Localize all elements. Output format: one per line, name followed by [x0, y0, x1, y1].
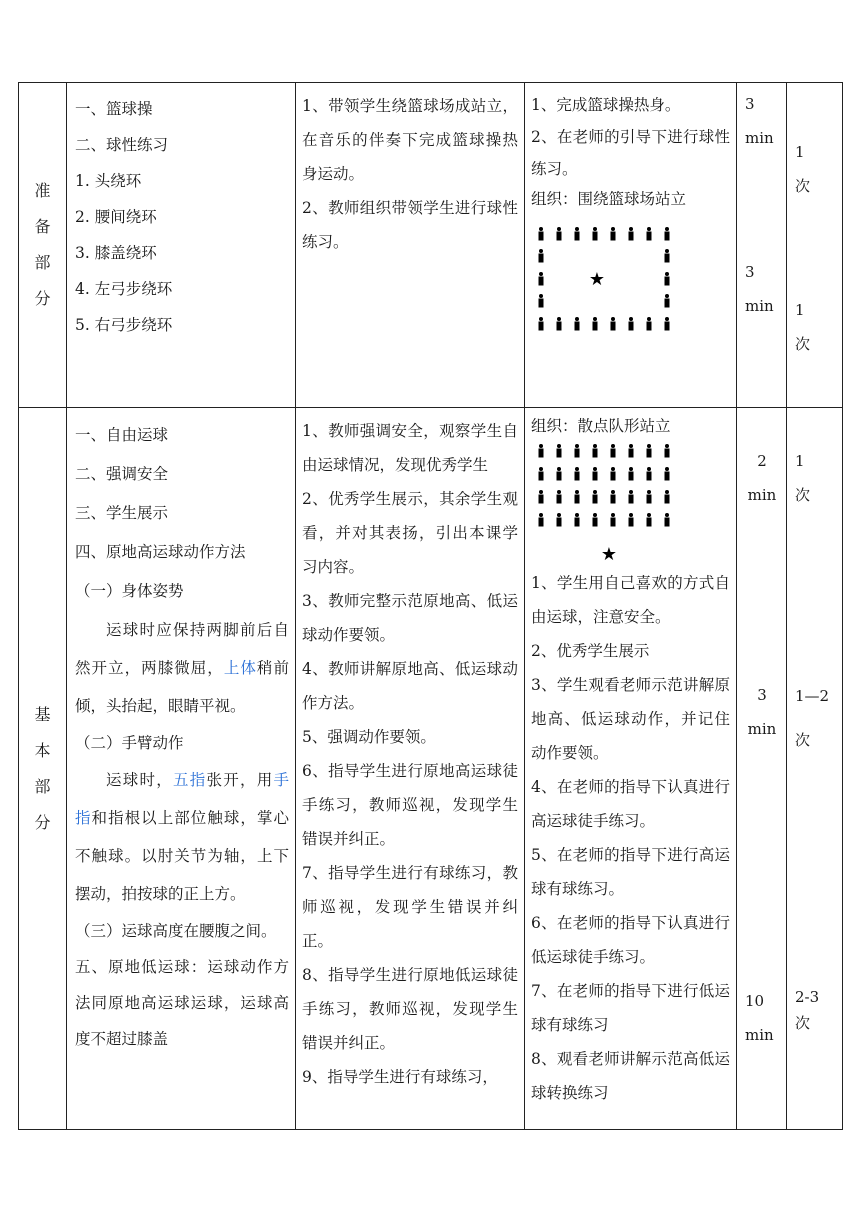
person-icon [611, 467, 616, 481]
person-icon [575, 444, 580, 458]
person-icon [665, 317, 670, 331]
person-icon [557, 227, 562, 241]
arm-title: （二）手臂动作 [75, 734, 184, 752]
count-unit: 次 [795, 1014, 811, 1032]
person-icon [629, 513, 634, 527]
section-char: 准 [34, 181, 51, 200]
content-line: 一、自由运球 [75, 426, 169, 444]
time-number: 2 [757, 452, 767, 470]
person-icon [575, 513, 580, 527]
time-number: 10 [745, 992, 765, 1010]
teacher-step: 6、指导学生进行原地高运球徒手练习，教师巡视，发现学生错误并纠正。 [302, 762, 518, 848]
formation-diagram-scatter [531, 438, 731, 566]
person-icon [593, 444, 598, 458]
lesson-plan-table [18, 82, 843, 1130]
person-icon [665, 294, 670, 308]
person-icon [557, 444, 562, 458]
time-unit: min [747, 720, 777, 738]
section-label-preparation [19, 83, 67, 408]
content-line: 二、球性练习 [75, 136, 169, 154]
section-char: 备 [34, 217, 51, 236]
person-icon [593, 490, 598, 504]
person-icon [611, 490, 616, 504]
time-value [745, 984, 774, 1052]
person-icon [557, 467, 562, 481]
formation-label: 组织：散点队形站立 [531, 417, 671, 435]
section-char: 本 [34, 740, 51, 760]
person-icon [593, 467, 598, 481]
content-line: 2. 腰间绕环 [75, 208, 157, 226]
student-activity-cell [525, 408, 737, 1130]
person-icon [647, 227, 652, 241]
person-icon [539, 513, 544, 527]
person-icon [575, 467, 580, 481]
person-icon [611, 317, 616, 331]
content-line: 一、篮球操 [75, 100, 153, 118]
student-step: 8、观看老师讲解示范高低运球转换练习 [531, 1050, 730, 1102]
section-char: 分 [34, 812, 51, 832]
person-icon [557, 513, 562, 527]
time-number: 3 [745, 263, 755, 281]
content-line: 三、学生展示 [75, 504, 169, 522]
student-step: 1、完成篮球操热身。 [531, 96, 681, 114]
arm-link-finger[interactable]: 手指 [75, 771, 289, 827]
formation-diagram-circle [531, 219, 731, 339]
student-step: 2、在老师的引导下进行球性练习。 [531, 128, 730, 178]
teacher-step: 2、教师组织带领学生进行球性练习。 [302, 199, 518, 251]
person-icon [539, 249, 544, 263]
teacher-step: 9、指导学生进行有球练习， [302, 1068, 498, 1086]
low-dribble-paragraph: 五、原地低运球：运球动作方法同原地高运球运球，运球高度不超过膝盖 [75, 958, 289, 1048]
count-unit: 次 [795, 335, 811, 353]
student-step: 6、在老师的指导下认真进行低运球徒手练习。 [531, 914, 730, 966]
arm-text: 运球时， [106, 771, 173, 789]
count-value [795, 674, 829, 762]
person-icon [539, 227, 544, 241]
person-icon [647, 317, 652, 331]
section-char: 基 [34, 704, 51, 724]
person-icon [629, 227, 634, 241]
count-number: 1—2 [795, 687, 830, 705]
teacher-activity-cell [296, 408, 525, 1130]
time-unit: min [745, 1026, 774, 1044]
person-icon [665, 467, 670, 481]
student-step: 5、在老师的指导下进行高运球有球练习。 [531, 846, 730, 898]
teacher-step: 8、指导学生进行原地低运球徒手练习，教师巡视，发现学生错误并纠正。 [302, 966, 518, 1052]
person-icon [629, 444, 634, 458]
content-cell [67, 83, 296, 408]
person-icon [557, 490, 562, 504]
count-cell [787, 83, 843, 408]
person-icon [665, 490, 670, 504]
teacher-step: 3、教师完整示范原地高、低运球动作要领。 [302, 592, 518, 644]
count-number: 1 [795, 143, 805, 161]
count-value [795, 135, 810, 203]
section-char: 部 [34, 253, 51, 272]
teacher-step: 2、优秀学生展示，其余学生观看，并对其表扬，引出本课学习内容。 [302, 490, 518, 576]
person-icon [539, 490, 544, 504]
count-value [795, 984, 819, 1036]
count-value [795, 293, 810, 361]
student-step: 2、优秀学生展示 [531, 642, 650, 660]
person-icon [647, 490, 652, 504]
person-icon [611, 513, 616, 527]
person-icon [575, 490, 580, 504]
student-step: 1、学生用自己喜欢的方式自由运球，注意安全。 [531, 574, 730, 626]
person-icon [539, 467, 544, 481]
content-line: 1. 头绕环 [75, 172, 142, 190]
person-icon [629, 317, 634, 331]
person-icon [647, 444, 652, 458]
person-icon [629, 490, 634, 504]
person-icon [665, 272, 670, 286]
arm-text: 张开，用 [206, 771, 274, 789]
person-icon [665, 444, 670, 458]
teacher-star-icon: ★ [600, 544, 618, 565]
content-line: 4. 左弓步绕环 [75, 280, 173, 298]
section-char: 分 [34, 289, 51, 308]
content-cell [67, 408, 296, 1130]
row-preparation [19, 83, 843, 408]
time-value [745, 87, 774, 155]
count-number: 1 [795, 301, 805, 319]
section-char: 部 [34, 776, 51, 796]
content-line: 四、原地高运球动作方法 [75, 543, 246, 561]
posture-text: 运球时应保持两脚前后自然开立，两膝微屈， [75, 621, 289, 677]
time-value [745, 255, 774, 323]
count-number: 1 [795, 452, 805, 470]
person-icon [557, 317, 562, 331]
height-paragraph: （三）运球高度在腰腹之间。 [75, 922, 277, 940]
arm-text: 和指根以上部位触球，掌心不触球。以肘关节为轴，上下摆动，拍按球的正上方。 [75, 809, 289, 903]
time-number: 3 [757, 686, 767, 704]
time-cell [737, 83, 787, 408]
student-step: 3、学生观看老师示范讲解原地高、低运球动作，并记住动作要领。 [531, 676, 730, 762]
teacher-activity-cell [296, 83, 525, 408]
posture-link[interactable]: 上体 [223, 659, 257, 677]
count-cell [787, 408, 843, 1130]
person-icon [539, 294, 544, 308]
person-icon [665, 513, 670, 527]
time-value [737, 444, 787, 512]
person-icon [665, 227, 670, 241]
student-step: 7、在老师的指导下进行低运球有球练习 [531, 982, 730, 1034]
posture-paragraph [75, 611, 289, 725]
person-icon [629, 467, 634, 481]
person-icon [647, 513, 652, 527]
person-icon [539, 272, 544, 286]
content-line: 5. 右弓步绕环 [75, 316, 173, 334]
teacher-star-icon: ★ [588, 269, 606, 290]
person-icon [539, 317, 544, 331]
time-cell [737, 408, 787, 1130]
count-value [795, 444, 810, 512]
time-unit: min [745, 129, 774, 147]
row-basic [19, 408, 843, 1130]
posture-text: 稍前倾，头抬起，眼睛平视。 [75, 659, 289, 715]
person-icon [539, 444, 544, 458]
student-step: 4、在老师的指导下认真进行高运球徒手练习。 [531, 778, 730, 830]
formation-label: 组织：围绕篮球场站立 [531, 190, 687, 208]
time-unit: min [745, 297, 774, 315]
content-line: 二、强调安全 [75, 465, 169, 483]
person-icon [593, 317, 598, 331]
person-icon [593, 227, 598, 241]
teacher-step: 1、教师强调安全，观察学生自由运球情况，发现优秀学生 [302, 422, 518, 474]
person-icon [611, 444, 616, 458]
person-icon [665, 249, 670, 263]
person-icon [575, 227, 580, 241]
person-icon [593, 513, 598, 527]
count-unit: 次 [795, 177, 811, 195]
time-unit: min [747, 486, 777, 504]
content-line: （一）身体姿势 [75, 582, 184, 600]
person-icon [647, 467, 652, 481]
student-activity-cell [525, 83, 737, 408]
teacher-step: 4、教师讲解原地高、低运球动作方法。 [302, 660, 518, 712]
teacher-step: 1、带领学生绕篮球场成站立，在音乐的伴奏下完成篮球操热身运动。 [302, 97, 518, 183]
teacher-step: 7、指导学生进行有球练习，教师巡视，发现学生错误并纠正。 [302, 864, 518, 950]
time-value [737, 678, 787, 746]
arm-paragraph [75, 761, 289, 913]
arm-link-fingers[interactable]: 五指 [172, 771, 207, 789]
section-label-basic [19, 408, 67, 1130]
count-unit: 次 [795, 731, 811, 749]
person-icon [611, 227, 616, 241]
content-line: 3. 膝盖绕环 [75, 244, 157, 262]
count-number: 2-3 [795, 988, 820, 1006]
person-icon [575, 317, 580, 331]
count-unit: 次 [795, 486, 811, 504]
time-number: 3 [745, 95, 755, 113]
teacher-step: 5、强调动作要领。 [302, 728, 436, 746]
